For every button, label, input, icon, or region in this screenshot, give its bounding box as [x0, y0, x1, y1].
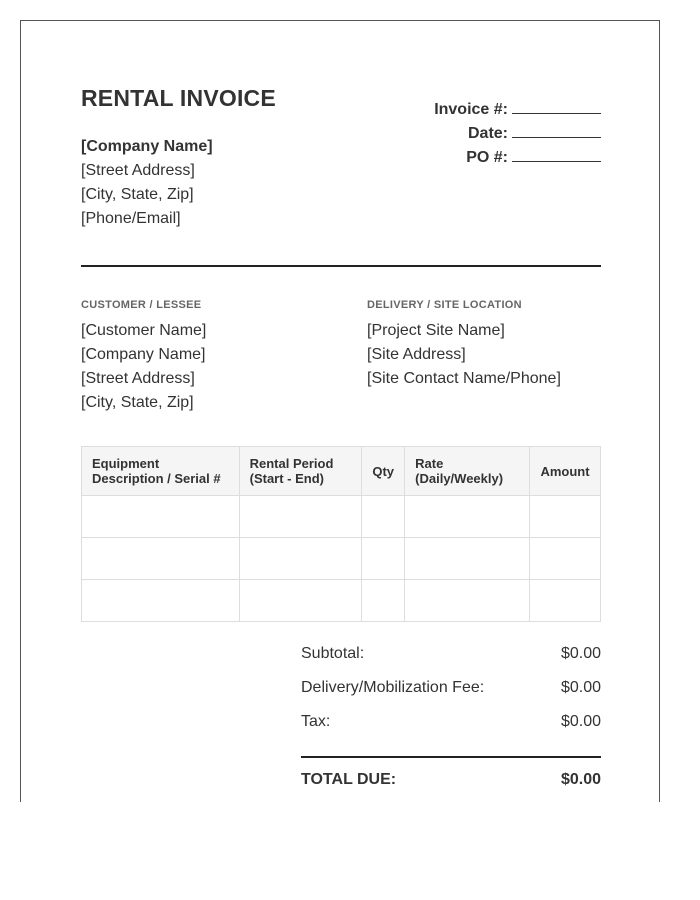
table-header-row: [82, 447, 601, 496]
header-equipment: [82, 447, 240, 496]
table-cell[interactable]: [362, 580, 405, 622]
table-cell[interactable]: [239, 580, 362, 622]
table-cell[interactable]: [405, 538, 530, 580]
header-period-line1: Rental Period: [249, 456, 334, 471]
header-rental-period: [239, 447, 362, 496]
delivery-fee-label: Delivery/Mobilization Fee:: [301, 679, 485, 696]
subtotal-row: [301, 644, 601, 678]
customer-street: [Street Address]: [81, 370, 195, 387]
table-cell[interactable]: [362, 496, 405, 538]
total-due-row: [301, 770, 601, 790]
header-qty: Qty: [362, 447, 405, 496]
header-period-line2: (Start - End): [249, 471, 324, 486]
totals-divider: [301, 756, 601, 758]
company-contact: [Phone/Email]: [81, 210, 181, 227]
header-divider: [81, 265, 601, 267]
table-cell[interactable]: [239, 538, 362, 580]
tax-row: [301, 712, 601, 746]
table-cell[interactable]: [530, 496, 601, 538]
totals-section: [301, 644, 601, 790]
table-row: [82, 496, 601, 538]
customer-heading: CUSTOMER / LESSEE: [81, 299, 202, 311]
tax-label: Tax:: [301, 713, 331, 730]
company-street: [Street Address]: [81, 162, 195, 179]
delivery-fee-row: [301, 678, 601, 712]
table-row: [82, 538, 601, 580]
company-city: [City, State, Zip]: [81, 186, 194, 203]
table-cell[interactable]: [239, 496, 362, 538]
company-name: [Company Name]: [81, 138, 213, 155]
table-cell[interactable]: [405, 496, 530, 538]
table-cell[interactable]: [82, 580, 240, 622]
table-cell[interactable]: [362, 538, 405, 580]
company-block: [81, 135, 213, 231]
subtotal-value: $0.00: [560, 645, 601, 662]
subtotal-label: Subtotal:: [301, 645, 365, 662]
po-label: PO #:: [466, 149, 508, 166]
total-due-value: $0.00: [560, 771, 601, 788]
customer-name: [Customer Name]: [81, 322, 207, 339]
table-cell[interactable]: [405, 580, 530, 622]
date-field[interactable]: [512, 123, 601, 138]
invoice-number-field[interactable]: [512, 99, 601, 114]
invoice-meta: [434, 98, 601, 170]
table-cell[interactable]: [530, 580, 601, 622]
header-amount: Amount: [530, 447, 601, 496]
invoice-header: [81, 85, 601, 265]
po-row: [434, 146, 601, 170]
table-row: [82, 580, 601, 622]
table-cell[interactable]: [82, 538, 240, 580]
delivery-fee-value: $0.00: [560, 679, 601, 696]
invoice-content: [81, 85, 601, 788]
parties-section: [81, 299, 601, 429]
header-rate-line2: (Daily/Weekly): [415, 471, 504, 486]
total-due-label: TOTAL DUE:: [301, 771, 397, 788]
customer-block: [81, 299, 206, 415]
line-items-table: [81, 446, 601, 622]
tax-value: $0.00: [560, 713, 601, 730]
customer-city: [City, State, Zip]: [81, 394, 194, 411]
header-rate-line1: Rate: [415, 456, 444, 471]
table-cell[interactable]: [82, 496, 240, 538]
table-cell[interactable]: [530, 538, 601, 580]
invoice-sheet: [20, 20, 660, 802]
header-equipment-line1: Equipment: [92, 456, 160, 471]
site-contact: [Site Contact Name/Phone]: [367, 370, 561, 387]
invoice-number-label: Invoice #:: [434, 101, 508, 118]
site-name: [Project Site Name]: [367, 322, 505, 339]
invoice-title: RENTAL INVOICE: [81, 85, 276, 111]
delivery-heading: DELIVERY / SITE LOCATION: [367, 299, 522, 311]
po-field[interactable]: [512, 147, 601, 162]
delivery-block: [367, 299, 561, 391]
date-label: Date:: [467, 125, 508, 142]
date-row: [434, 122, 601, 146]
header-rate: [405, 447, 530, 496]
customer-company: [Company Name]: [81, 346, 206, 363]
invoice-number-row: [434, 98, 601, 122]
site-address: [Site Address]: [367, 346, 466, 363]
header-equipment-line2: Description / Serial #: [92, 471, 221, 486]
